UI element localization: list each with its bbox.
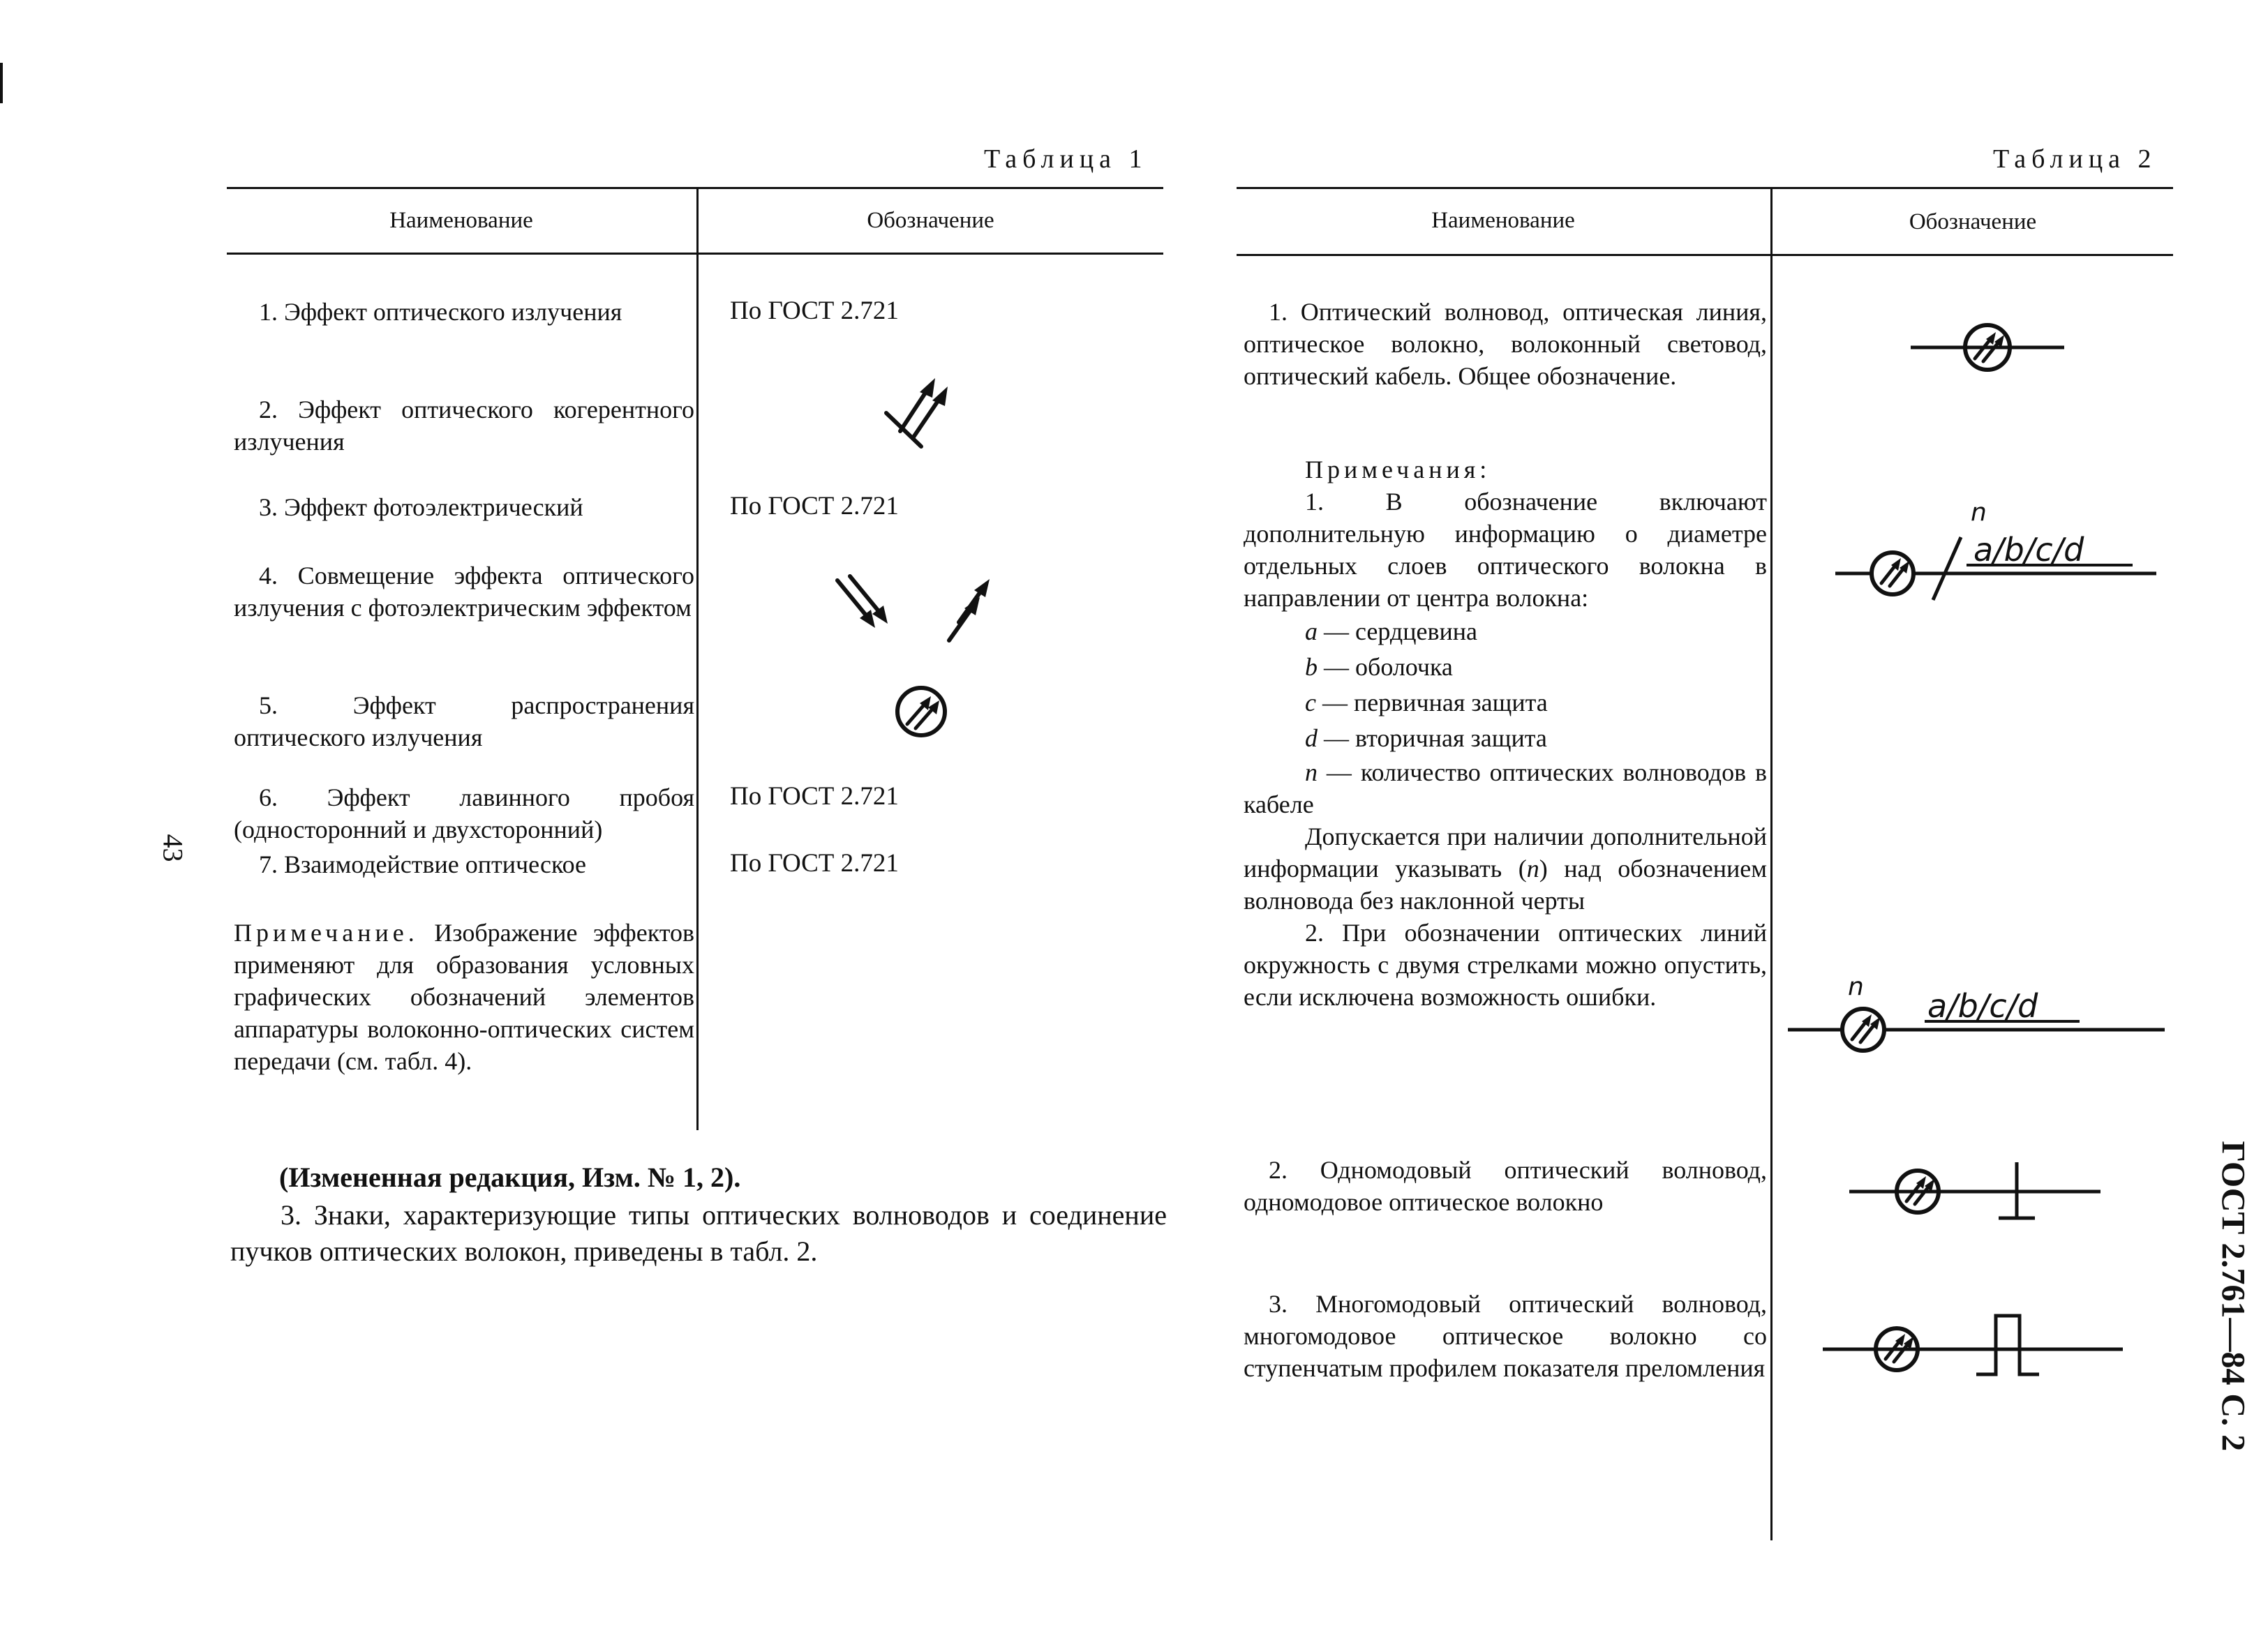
- svg-text:n: n: [1971, 498, 1987, 527]
- table1-header-rule: [227, 253, 1163, 255]
- table2-header-rule: [1237, 254, 2173, 256]
- table1-top-rule: [227, 187, 1163, 189]
- table2-note2: 2. При обозначении оптических линий окружность с двумя стрелками можно опустить, если исключена возможность ошибки.: [1244, 919, 1767, 1011]
- table2-column-divider: [1770, 187, 1773, 1540]
- table2-row-3-name: 3. Многомодовый оптический волновод, многомодовое оптическое волокно со ступенчатым профилем показателя преломления: [1244, 1290, 1767, 1382]
- coherent-radiation-symbol: [879, 377, 984, 446]
- table1-row-3-name: 3. Эффект фотоэлектрический: [259, 493, 583, 521]
- body-paragraph: 3. Знаки, характеризующие типы оптических волноводов и соединение пучков оптических волокон, приведены в табл. 2.: [230, 1199, 1167, 1267]
- table2-header-symbol: Обозначение: [1909, 209, 2037, 234]
- table1-row-2-name: 2. Эффект оптического когерентного излучения: [234, 396, 694, 456]
- svg-text:a/b/c/d: a/b/c/d: [1973, 531, 2084, 569]
- margin-mark: [0, 63, 3, 103]
- table2-row-2-name: 2. Одномодовый оптический волновод, одномодовое оптическое волокно: [1244, 1156, 1767, 1216]
- legend-item-n: n — количество оптических волноводов в кабеле: [1244, 758, 1767, 818]
- waveguide-n-over-symbol: [1788, 963, 2165, 1067]
- propagation-symbol: [893, 684, 949, 739]
- legend-item-a: a — сердцевина: [1305, 617, 1477, 645]
- page-number: 43: [157, 834, 189, 862]
- table2-note1: 1. В обозначение включают дополнительную информацию о диаметре отдельных слоев оптического волокна в направлении от центра волокна:: [1244, 488, 1767, 612]
- table1-row-3-ref: По ГОСТ 2.721: [730, 492, 899, 520]
- legend-item-c: c — первичная защита: [1305, 689, 1548, 716]
- table2-caption: Таблица 2: [1993, 144, 2157, 174]
- legend-item-b: b — оболочка: [1305, 653, 1453, 681]
- multimode-waveguide-symbol: [1823, 1313, 2123, 1390]
- table1-row-5-name: 5. Эффект распространения оптического излучения: [234, 691, 694, 751]
- table1-row-1-name: 1. Эффект оптического излучения: [259, 298, 622, 326]
- waveguide-general-symbol: [1911, 320, 2064, 375]
- table1-column-divider: [696, 187, 699, 1130]
- table1-row-1-ref: По ГОСТ 2.721: [730, 296, 899, 325]
- table2-top-rule: [1237, 187, 2173, 189]
- table1-row-7-ref: По ГОСТ 2.721: [730, 849, 899, 878]
- table2-notes: [1244, 453, 1767, 1013]
- table1-row-4-name: 4. Совмещение эффекта оптического излучения с фотоэлектрическим эффектом: [234, 562, 694, 622]
- table1-row-6-name: 6. Эффект лавинного пробоя (односторонний и двухсторонний): [234, 783, 694, 843]
- svg-text:n: n: [1848, 973, 1864, 1001]
- table1-note-text: Изображение эффектов применяют для образования условных графических обозначений элементов аппаратуры волоконно-оптических систем передачи (см. табл. 4).: [234, 919, 694, 1075]
- table2-row-1-name: 1. Оптический волновод, оптическая линия, оптическое волокно, волоконный световод, оптический кабель. Общее обозначение.: [1244, 298, 1767, 390]
- svg-text:a/b/c/d: a/b/c/d: [1927, 987, 2038, 1025]
- running-head: ГОСТ 2.761—84 С. 2: [2214, 1141, 2252, 1452]
- waveguide-with-layers-symbol: [1835, 495, 2156, 600]
- table2-legend: [1244, 614, 1767, 756]
- table2-header-name: Наименование: [1431, 208, 1575, 233]
- table1-row-6-ref: По ГОСТ 2.721: [730, 782, 899, 811]
- amendment-note: (Измененная редакция, Изм. № 1, 2).: [279, 1162, 741, 1193]
- legend-item-d: d — вторичная защита: [1305, 724, 1547, 752]
- single-mode-waveguide-symbol: [1849, 1159, 2100, 1222]
- table1-note: [234, 917, 694, 1077]
- table2-notes-label: Примечания:: [1305, 456, 1491, 483]
- combined-radiation-photoelectric-symbol: [835, 573, 1002, 643]
- table1-header-symbol: Обозначение: [867, 208, 994, 233]
- table1-header-name: Наименование: [389, 208, 533, 233]
- table1-caption: Таблица 1: [984, 144, 1148, 174]
- table1-row-7-name: 7. Взаимодействие оптическое: [259, 850, 587, 878]
- table1-note-label: Примечание.: [234, 919, 419, 947]
- table2-allowance: Допускается при наличии дополнительной информации указывать (n) над обозначением волновода без наклонной черты: [1244, 823, 1767, 915]
